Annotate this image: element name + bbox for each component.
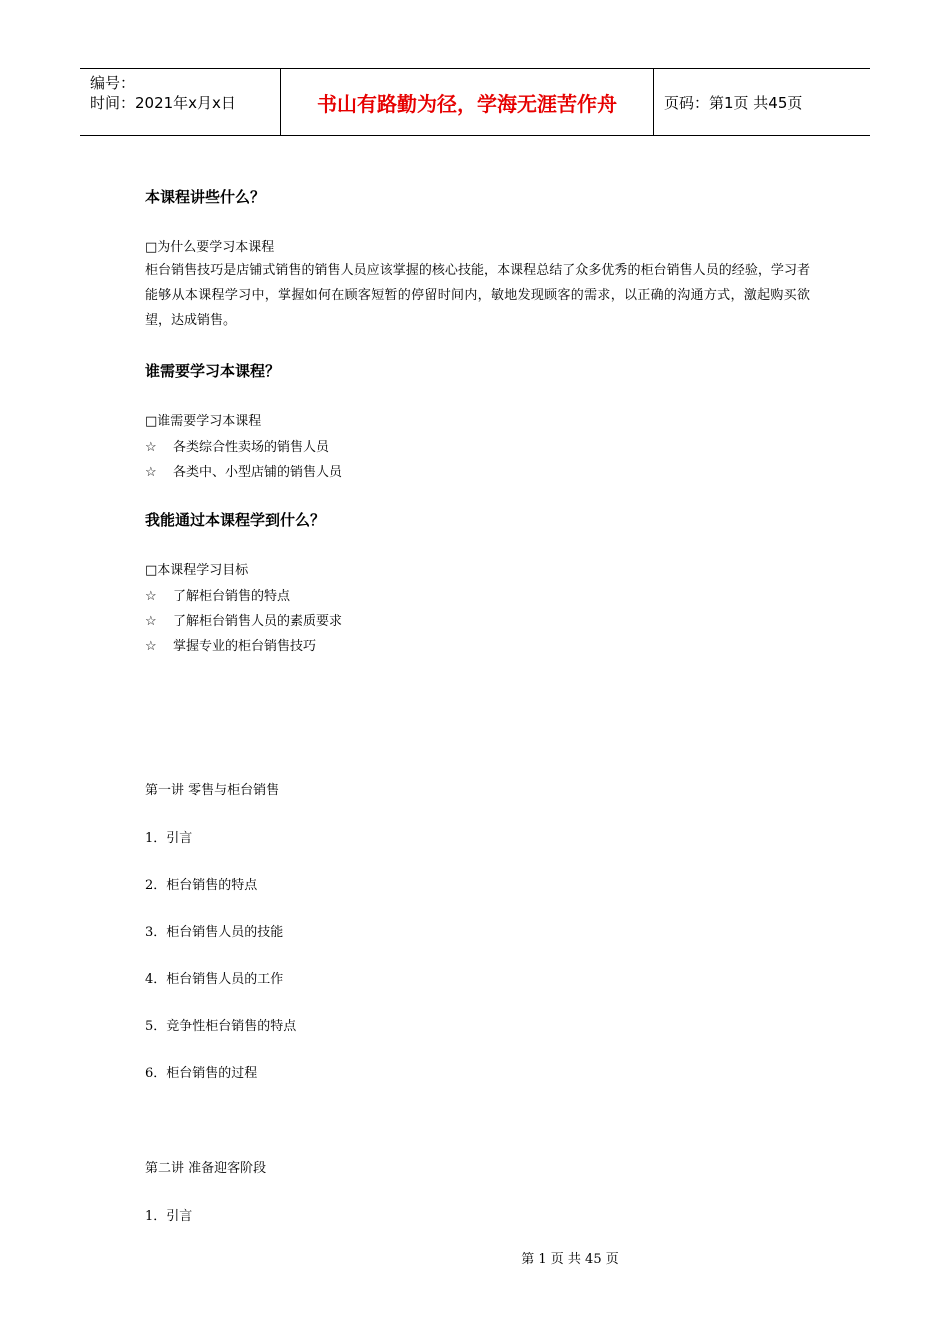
section1-title: 本课程讲些什么？	[145, 188, 266, 206]
list-item: ☆ 掌握专业的柜台销售技巧	[145, 639, 317, 654]
header-motto: 书山有路勤为径，学海无涯苦作舟	[281, 69, 654, 135]
lecture1-item: 5．竞争性柜台销售的特点	[145, 1019, 297, 1034]
section3-subheading: □本课程学习目标	[145, 563, 249, 578]
section2-title: 谁需要学习本课程？	[145, 362, 281, 380]
lecture1-item: 6．柜台销售的过程	[145, 1066, 258, 1081]
star-icon: ☆	[145, 639, 157, 654]
lecture2-item: 1．引言	[145, 1209, 193, 1224]
header-meta	[80, 69, 281, 135]
list-item: ☆ 了解柜台销售的特点	[145, 589, 291, 604]
star-icon: ☆	[145, 440, 157, 455]
header-page-info: 页码：第1页 共45页	[664, 93, 803, 112]
list-item: ☆ 各类综合性卖场的销售人员	[145, 440, 330, 455]
lecture1-item: 3．柜台销售人员的技能	[145, 925, 284, 940]
time-label: 时间：2021年x月x日	[90, 94, 236, 112]
page-header	[80, 68, 870, 136]
list-item: ☆ 各类中、小型店铺的销售人员	[145, 465, 343, 480]
star-icon: ☆	[145, 614, 157, 629]
lecture1-item: 2．柜台销售的特点	[145, 878, 258, 893]
section1-paragraph: 柜台销售技巧是店铺式销售的销售人员应该掌握的核心技能，本课程总结了众多优秀的柜台销售人员的经验，学习者能够从本课程学习中，掌握如何在顾客短暂的停留时间内，敏地发现顾客的需求，以正确的沟通方式，激起购买欲望，达成销售。	[145, 263, 810, 328]
star-icon: ☆	[145, 589, 157, 604]
star-icon: ☆	[145, 465, 157, 480]
section1-subheading: □为什么要学习本课程	[145, 240, 275, 255]
section2-subheading: □谁需要学习本课程	[145, 414, 262, 429]
serial-label: 编号：	[90, 74, 136, 92]
lecture2-title: 第二讲 准备迎客阶段	[145, 1161, 267, 1176]
lecture1-item: 1．引言	[145, 831, 193, 846]
lecture1-item: 4．柜台销售人员的工作	[145, 972, 284, 987]
list-item: ☆ 了解柜台销售人员的素质要求	[145, 614, 343, 629]
lecture1-title: 第一讲 零售与柜台销售	[145, 783, 280, 798]
section3-title: 我能通过本课程学到什么？	[145, 511, 326, 529]
page-footer: 第 1 页 共 45 页	[521, 1252, 619, 1267]
